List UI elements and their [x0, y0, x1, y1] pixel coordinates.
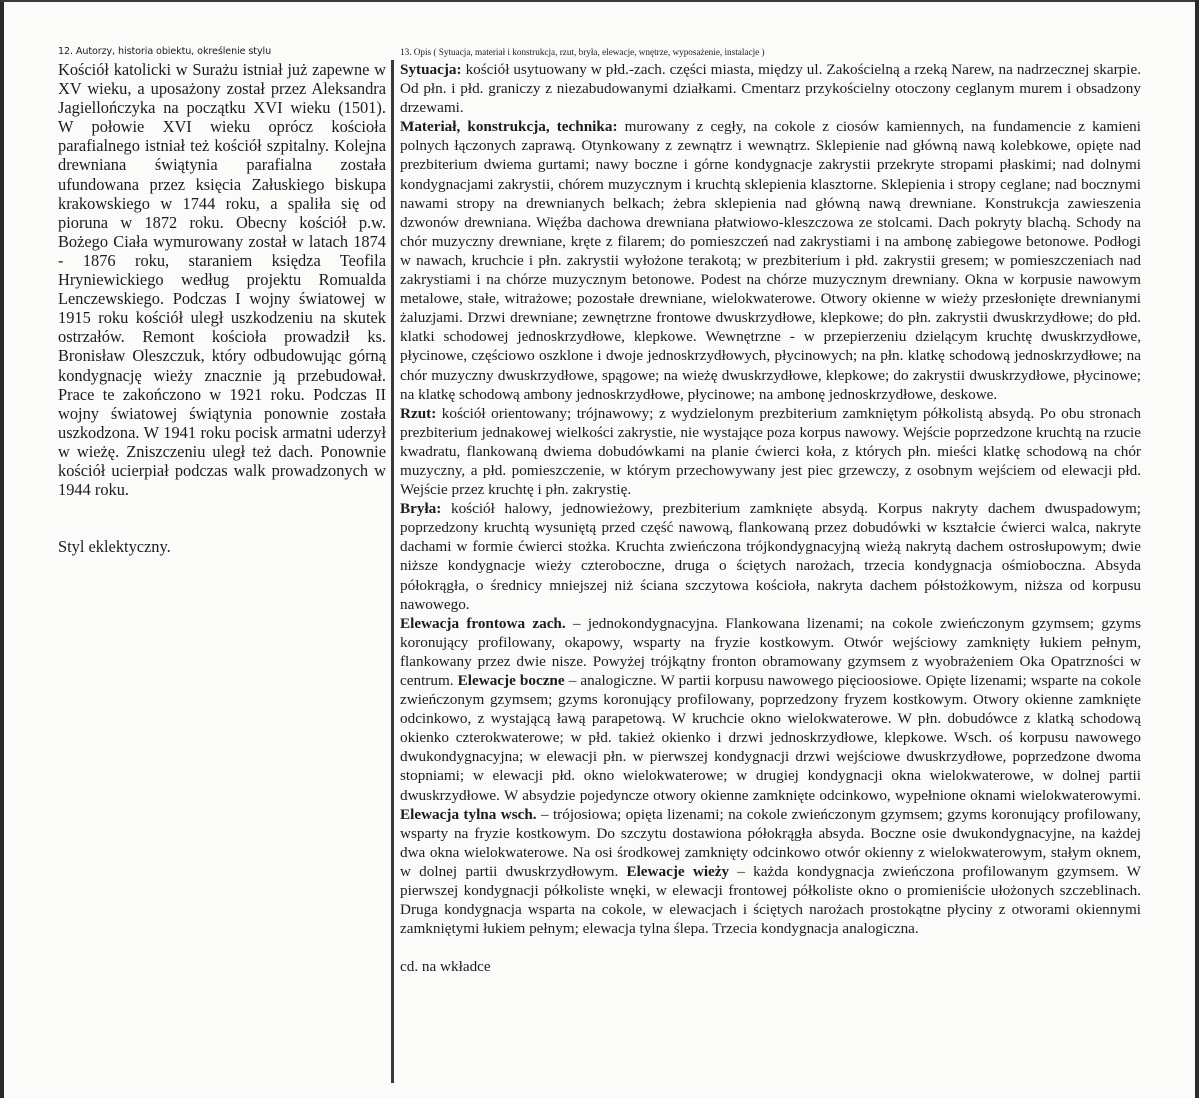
history-heading: 12. Autorzy, historia obiektu, określenie stylu [58, 46, 272, 57]
elewacje-boczne-text: – analogiczne. W partii korpusu nawowego pięcioosiowe. Opięte lizenami; wsparte na cokole zwieńczonym gzymsem; gzyms koronujący profilowany, poprzedzony fryzem kostkowym. Otwory okienne zamknięte odcinkowo, z wystającą ławą parapetową. W kruchcie okno wielokwaterowe. W płn. dobudówce z klatką schodową okienko czterokwaterowe; w płd. takież okienko i drzwi jednoskrzydłowe, klepkowe. Wsch. oś korpusu nawowego dwukondygnacyjna; w elewacji płn. w pierwszej kondygnacji drzwi wejściowe dwuskrzydłowe, poprzedzone dwoma stopniami; w elewacji płd. okno wielokwaterowe; w drugiej kondygnacji okna wielokwaterowe, w dolnej partii dwuskrzydłowe. W absydzie pojedyncze otwory okienne zamknięte odcinkowo, wypełnione oknami wielokwaterowymi. [400, 672, 1141, 804]
elewacja-tylna-label: Elewacja tylna wsch. [400, 805, 537, 823]
scan-border-right [1195, 0, 1199, 1098]
elewacja-frontowa-label: Elewacja frontowa zach. [400, 614, 566, 632]
rzut-text: kościół orientowany; trójnawowy; z wydzielonym prezbiterium zamkniętym półkolistą absydą. Po obu stronach prezbiterium jednakowej wielkości zakrystie, nie wystające poza korpus nawowy. Wejście poprzedzone kruchtą na rzucie kwadratu, flankowaną dwiema dobudówkami na planie ćwierci koła, z których płn. mieści klatkę schodową na chór muzyczny, a płd. pomieszczenie, w którym przechowywany jest piec grzewczy, z osobnym wejściem od elewacji płd. Wejście przez kruchtę i płn. zakrystię. [400, 404, 1141, 499]
description-column [400, 46, 1141, 976]
elewacje-wiezy-text: – każda kondygnacja zwieńczona profilowanym gzymsem. W pierwszej kondygnacji półkoliste wnęki, w elewacji frontowej półkoliste okno o promieniście ułożonych szczeblinach. Druga kondygnacja wsparta na cokole, w elewacjach i ściętych narożach prostokątne płyciny z otworami okiennymi zamkniętymi łukiem pełnym; elewacja tylna ślepa. Trzecia kondygnacja analogiczna. [400, 862, 1141, 938]
bryla-label: Bryła: [400, 500, 442, 518]
continued-note: cd. na wkładce [400, 958, 491, 976]
section-sytuacja [400, 60, 1141, 117]
style-text: Styl eklektyczny. [58, 537, 171, 557]
column-divider [391, 60, 394, 1083]
sytuacja-label: Sytuacja: [400, 61, 462, 78]
section-elewacje [400, 614, 1141, 939]
history-text: Kościół katolicki w Surażu istniał już zapewne w XV wieku, a uposażony został przez Aleksandra Jagiellończyka na początku XVI wieku (1501). W połowie XVI wieku oprócz kościoła parafialnego istniał też kościół szpitalny. Kolejna drewniana świątynia parafialna została ufundowana przez księcia Załuskiego biskupa krakowskiego w 1744 roku, a spaliła się od pioruna w 1872 roku. Obecny kościół p.w. Bożego Ciała wymurowany został w latach 1874 - 1876 roku, staraniem księdza Teofila Hryniewickiego według projektu Romualda Lenczewskiego. Podczas I wojny światowej w 1915 roku kościół uległ uszkodzeniu na skutek ostrzałów. Remont kościoła prowadził ks. Bronisław Oleszczuk, który odbudowując górną kondygnację wieży znacznie ją przebudował. Prace te zakończono w 1921 roku. Podczas II wojny światowej świątynia ponownie została uszkodzona. W 1941 roku pocisk armatni uderzył w wieżę. Zniszczeniu uległ też dach. Ponownie kościół ucierpiał podczas walk prowadzonych w 1944 roku. [58, 60, 386, 500]
rzut-label: Rzut: [400, 404, 437, 422]
description-heading: 13. Opis ( Sytuacja, materiał i konstrukcja, rzut, bryła, elewacje, wnętrze, wyposażenie, instalacje ) [400, 47, 765, 57]
elewacja-tylna-text: – trójosiowa; opięta lizenami; na cokole zwieńczonym gzymsem; gzyms koronujący profilowany, wsparty na fryzie kostkowym. Do szczytu dostawiona półokrągła absyda. Boczne osie dwukondygnacyjne, na każdej dwa okna wielokwaterowe. Na osi środkowej zamknięty odcinkowo otwór okienny z wielokwaterowym, stałym oknem, w dolnej partii dwuskrzydłowym. [400, 805, 1141, 880]
material-label: Materiał, konstrukcja, technika: [400, 118, 618, 136]
elewacja-frontowa-text: – jednokondygnacyjna. Flankowana lizenami; na cokole zwieńczonym gzymsem; gzyms koronujący profilowany, okapowy, wsparty na fryzie kostkowym. Otwór wejściowy zamknięty łukiem pełnym, flankowany przez dwie nisze. Powyżej trójkątny fronton obramowany gzymsem z wyobrażeniem Oka Opatrzności w centrum. [400, 614, 1141, 689]
history-column [58, 46, 386, 556]
document-page [4, 2, 1195, 1098]
section-material [400, 117, 1141, 403]
elewacje-wiezy-label: Elewacje wieży [626, 862, 730, 880]
section-rzut [400, 404, 1141, 499]
bryla-text: kościół halowy, jednowieżowy, prezbiterium zamknięte absydą. Korpus nakryty dachem dwuspadowym; poprzedzony kruchtą wysuniętą przed część nawową, flankowaną przez dobudówki w kształcie ćwierci walca, nakryte dachami w formie ćwierci stożka. Kruchta zwieńczona trójkondygnacyjną wieżą nakrytą dachem ostrosłupowym; dwie niższe kondygnacje wieży czteroboczne, druga o ściętych narożach, trzecia kondygnacja ośmioboczna. Absyda półokrągła, o średnicy mniejszej niż ściana szczytowa kościoła, nakryta dachem półstożkowym, niższa od korpusu nawowego. [400, 500, 1141, 613]
material-text: murowany z cegły, na cokole z ciosów kamiennych, na fundamencie z kamieni polnych łączonych zaprawą. Otynkowany z zewnątrz i wewnątrz. Sklepienie nad główną nawą kolebkowe, opięte nad prezbiterium dwiema gurtami; nawy boczne i górne kondygnacje zakrystii przekryte stropami płaskimi; nad dolnymi kondygnacjami zakrystii, chórem muzycznym i kruchtą sklepienia klasztorne. Sklepienia i stropy ceglane; nad bocznymi nawami stropy na drewnianych belkach; żebra sklepienia nad główną nawą drewniane. Konstrukcja zawieszenia dzwonów drewniana. Więźba dachowa drewniana płatwiowo-kleszczowa ze stolcami. Dach pokryty blachą. Schody na chór muzyczny drewniane, kręte z filarem; do pomieszczeń nad zakrystiami i na ambonę zabiegowe betonowe. Podłogi w nawach, kruchcie i płn. zakrystii wyłożone terakotą; w prezbiterium i płd. zakrystii gresem; w pomieszczeniach nad zakrystiami i na chórze muzycznym betonowe. Podest na chórze muzycznym drewniany. Okna w korpusie nawowym metalowe, stałe, witrażowe; pozostałe drewniane, wielokwaterowe. Otwory okienne w wieży przesłonięte drewnianymi żaluzjami. Drzwi drewniane; zewnętrzne frontowe dwuskrzydłowe, klepkowe; do płn. zakrystii dwuskrzydłowe; do płd. klatki schodowej jednoskrzydłowe, klepkowe. Wewnętrzne - w przepierzeniu dzielącym kruchtę dwuskrzydłowe, płycinowe, częściowo oszklone i dwoje jednoskrzydłowych, płycinowych; na płn. klatkę schodową jednoskrzydłowe; na chór muzyczny dwuskrzydłowe, spągowe; na wieżę dwuskrzydłowe, klepkowe; do zakrystii dwuskrzydłowe, płycinowe; na klatkę schodową ambony jednoskrzydłowe, płycinowe; na ambonę jednoskrzydłowe, deskowe. [400, 118, 1142, 403]
section-bryla [400, 499, 1141, 614]
sytuacja-text: kościół usytuowany w płd.-zach. części miasta, między ul. Zakościelną a rzeką Narew, na nadrzecznej skarpie. Od płn. i płd. graniczy z niezabudowanymi działkami. Cmentarz przykościelny otoczony ceglanym murem i obsadzony drzewami. [400, 61, 1141, 117]
elewacje-boczne-label: Elewacje boczne [457, 672, 565, 689]
